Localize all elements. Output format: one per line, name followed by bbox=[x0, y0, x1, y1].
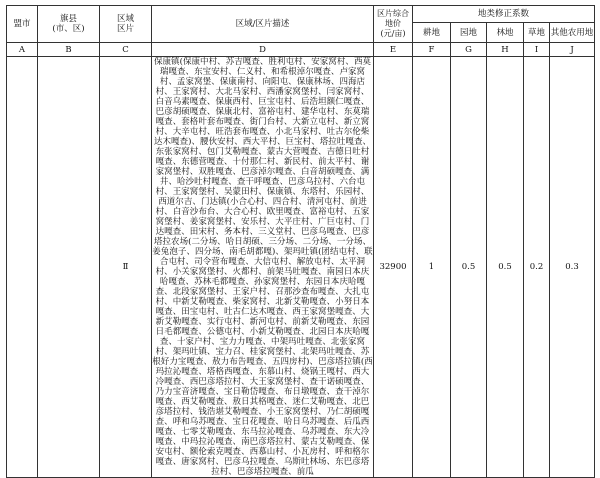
cell-zone: Ⅱ bbox=[100, 57, 152, 478]
cell-garden: 0.5 bbox=[451, 57, 487, 478]
cell-county bbox=[38, 57, 100, 478]
cell-city bbox=[7, 57, 38, 478]
header-forest: 林地 bbox=[487, 23, 524, 43]
column-letter: D bbox=[152, 43, 374, 57]
header-coefficient-group: 地类修正系数 bbox=[413, 6, 595, 23]
header-county: 旗县 (市、区) bbox=[38, 6, 100, 43]
header-cultivated: 耕地 bbox=[413, 23, 451, 43]
column-letter: F bbox=[413, 43, 451, 57]
column-letter-row bbox=[7, 43, 595, 57]
header-land-price: 区片综合 地价 (元/亩) bbox=[374, 6, 413, 43]
cell-land-price: 32900 bbox=[374, 57, 413, 478]
column-letter: E bbox=[374, 43, 413, 57]
header-zone: 区域 区片 bbox=[100, 6, 152, 43]
cell-forest: 0.5 bbox=[487, 57, 524, 478]
column-letter: G bbox=[451, 43, 487, 57]
header-garden: 园地 bbox=[451, 23, 487, 43]
cell-grass: 0.2 bbox=[524, 57, 550, 478]
header-description: 区域/区片描述 bbox=[152, 6, 374, 43]
header-grass: 草地 bbox=[524, 23, 550, 43]
column-letter: A bbox=[7, 43, 38, 57]
header-other-agri: 其他农用地 bbox=[550, 23, 595, 43]
land-price-table bbox=[6, 5, 595, 478]
column-letter: J bbox=[550, 43, 595, 57]
column-letter: B bbox=[38, 43, 100, 57]
column-letter: C bbox=[100, 43, 152, 57]
column-letter: H bbox=[487, 43, 524, 57]
cell-other-agri: 0.3 bbox=[550, 57, 595, 478]
table-row bbox=[7, 57, 595, 478]
cell-cultivated: 1 bbox=[413, 57, 451, 478]
header-city: 盟市 bbox=[7, 6, 38, 43]
column-letter: I bbox=[524, 43, 550, 57]
cell-description: 保康镇(保康中村、苏吉嘎查、胜利屯村、安家窝村、西莫瑞嘎查、东宝安村、仁义村、和希根淖尔嘎查、卢家窝村、孟家窝堡、保康南村、向阳屯、保康林场、四海店村、王家窝村、大北马家村、西潘家窝堡村、闫家窝村、白音乌素嘎查、保康西村、巨宝屯村、后浩坦额仁嘎查、巴彦胡硕嘎查、保康北村、富裕屯村、建华屯村、东莫瑞嘎查、套格叶套布嘎查、街门台村、大新立屯村、新立窝村、大辛屯村、旺浩套布嘎查、小北马家村、吐古尔伦柴达木嘎查)、腰伙安村、西大平村、巨宝村、塔拉吐嘎查、东张家窝村、包门艾勒嘎查、蒙古大营嘎查、吉德日吐村嘎查、东德营嘎查、十付那仁村、新民村、前太平村、谢家窝堡村、双胜嘎查、巴彦淖尔嘎查、白音胡硕嘎查、满井、哈沙吐村嘎查、查干呼嘎查、巴彦乌拉村、六台屯村、王家窝堡村、吴蒙田村、保康镇、东塔村、乐园村、西道尔吉、门达镇(小合心村、四合村、清河屯村、前进村、白音沙布台、大合心村、欧里嘎查、富裕屯村、五家窝堡村、姜家窝堡村、安乐村、大平庄村、广巨屯村、门达嘎查、田宋村、务本村、三义堂村、巴彦乌嘎查、巴彦塔拉农场(二分场、哈日胡硕、三分场、二分场、一分场、姜兔泡子、四分场、南毛胡都嘎)、架玛吐镇(团结屯村、联合屯村、司令营布嘎查、大信屯村、解放屯村、太平洞村、小关家窝堡村、火都村、前架马吐嘎查、南园日本庆哈嘎查、苏林毛都嘎查、孙家窝堡村、东园日本庆哈嘎查、北段家窝堡村、王家户村、召那沙查布嘎查、大扎屯村、中新艾勒嘎查、柴家窝村、北新艾勒嘎查、小努日本嘎查、田宝屯村、吐古仁达木嘎查、西王家窝堡嘎查、大新艾勒嘎查、实行屯村、新河屯村、前新艾勒嘎查、东园日毛都嘎查、公德屯村、小新艾勒嘎查、北园日本庆哈嘎查、十家户村、宝力力嘎查、中架玛吐嘎查、北张家窝村、架玛吐镇、宝力召、桂家窝堡村、北架玛吐嘎查、苏根好力宝嘎查、敖力布告嘎查、五四房村)、巴彦塔拉镇(西玛拉沁嘎查、塔格西嘎查、东慕山村、烧锅王嘎村、西大冷嘎查、西巴彦塔拉村、大王家窝堡村、查干诺硕嘎查、乃力宝音济嘎查、宝日勒岱嘎查、布日墩嘎查、查干淖尔嘎查、西艾勒嘎查、敖日其格嘎查、迷仁艾勒嘎查、北巴彦塔拉村、钱浩堪艾勒嘎查、小王家窝堡村、乃仁胡硕嘎查、呼和乌苏嘎查、宝日花嘎查、哈日乌苏嘎查、后瓜西嘎查、七零艾勒嘎查、东马拉沁嘎查、乌苏嘎查、东大冷嘎查、中玛拉沁嘎查、南巴彦塔拉村、蒙古艾勒嘎查、保安屯村、额伦索克嘎查、西慕山村、小瓦房村、呼和格尔嘎查、唐家窝村、巴彦乌拉嘎查、乌斯吐林场、东巴彦塔拉村、巴彦塔拉嘎查、前瓜 bbox=[152, 57, 373, 477]
